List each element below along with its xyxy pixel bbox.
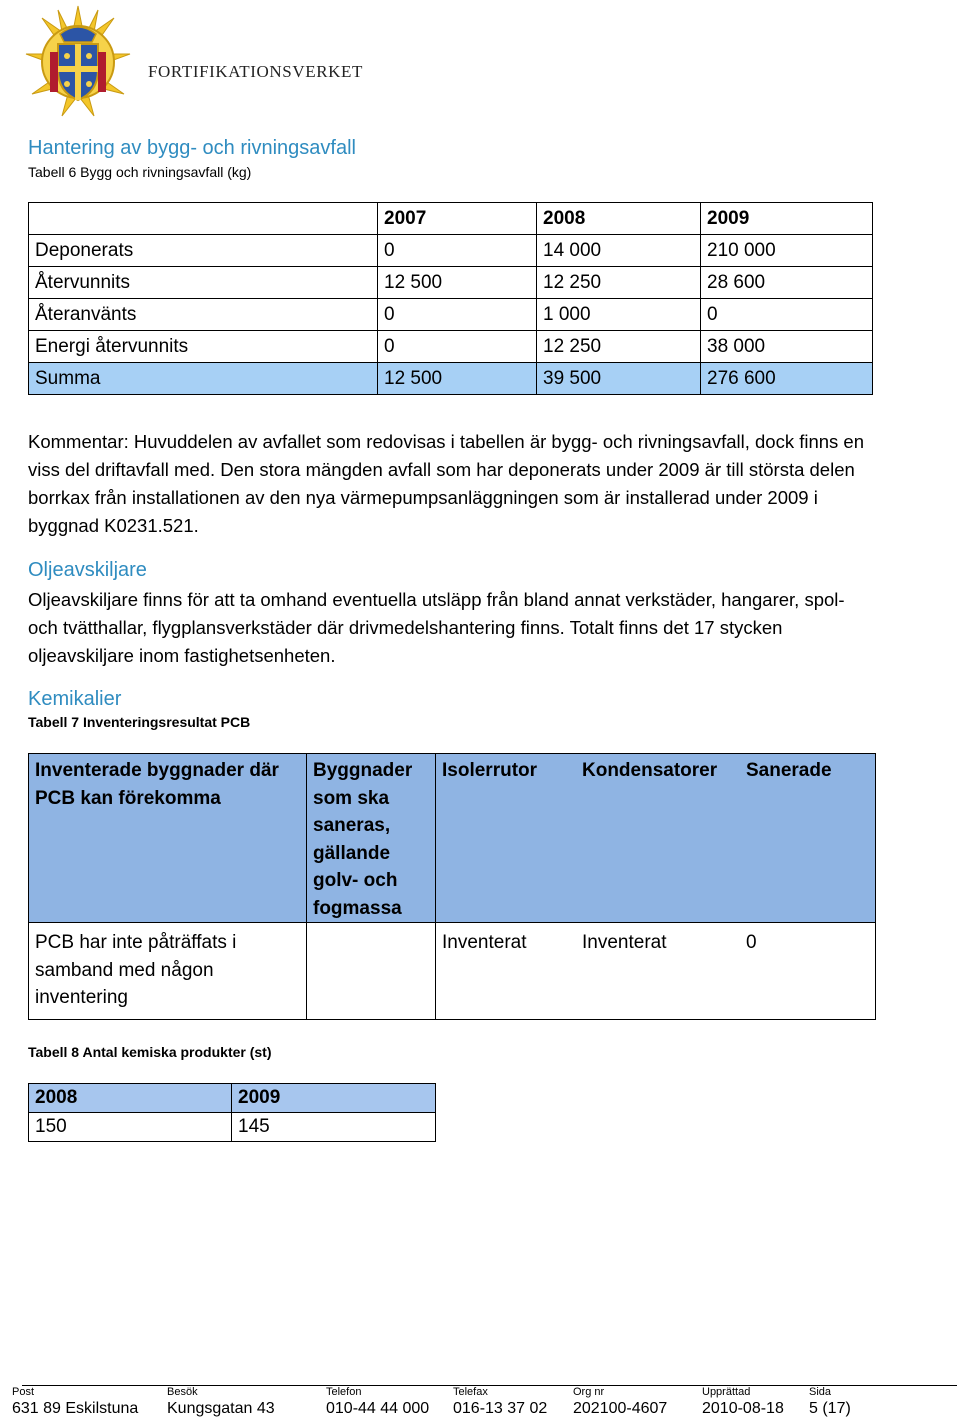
table-cell: PCB har inte påträffats i samband med någon inventering (29, 923, 307, 1020)
section-title: Hantering av bygg- och rivningsavfall (28, 137, 356, 159)
table-cell: 0 (701, 299, 873, 331)
table-header-cell (29, 203, 378, 235)
table-cell: 0 (378, 331, 537, 363)
table-row (29, 299, 873, 331)
table-header-cell: 2008 (537, 203, 701, 235)
table-cell: 145 (232, 1113, 436, 1142)
table-sum-row (29, 363, 873, 395)
table-header-cell: Inventerade byggnader där PCB kan förekomma (29, 754, 307, 923)
table-cell: 0 (378, 299, 537, 331)
table-cell: 0 (378, 235, 537, 267)
table-cell: 0 (740, 923, 876, 1020)
table-cell: 28 600 (701, 267, 873, 299)
table-header-cell: Kondensatorer (576, 754, 740, 923)
footer-value-sida: 5 (17) (809, 1400, 851, 1417)
table-header-cell: Byggnader som ska saneras, gällande golv- och fogmassa (307, 754, 436, 923)
table-cell: 1 000 (537, 299, 701, 331)
table-cell: Inventerat (576, 923, 740, 1020)
table-cell: Deponerats (29, 235, 378, 267)
oil-heading: Oljeavskiljare (28, 559, 147, 581)
footer-value-besok: Kungsgatan 43 (167, 1400, 275, 1417)
table-header-cell: 2009 (232, 1084, 436, 1113)
table-header-cell: 2008 (29, 1084, 232, 1113)
chem-heading: Kemikalier (28, 688, 122, 710)
table-cell: 210 000 (701, 235, 873, 267)
footer-label-upprattad: Upprättad (702, 1386, 751, 1398)
table-cell: Summa (29, 363, 378, 395)
table7-caption: Tabell 7 Inventeringsresultat PCB (28, 714, 251, 730)
org-name: FORTIFIKATIONSVERKET (148, 62, 363, 81)
table-cell (307, 923, 436, 1020)
footer-value-telefon: 010-44 44 000 (326, 1400, 430, 1417)
table-header-cell: Sanerade (740, 754, 876, 923)
table-cell: 276 600 (701, 363, 873, 395)
table-header-row (29, 1084, 436, 1113)
table-cell: 150 (29, 1113, 232, 1142)
table-header-cell: Isolerrutor (436, 754, 577, 923)
comment-paragraph: Kommentar: Huvuddelen av avfallet som redovisas i tabellen är bygg- och rivningsavfall, dock finns en viss del driftavfall med. Den stora mängden avfall som har deponerats under 2009 är till största delen borrkax från installationen av den nya värmepumpsanläggningen som är installerad under 2009 i byggnad K0231.521. (28, 431, 865, 536)
table6-caption: Tabell 6 Bygg och rivningsavfall (kg) (28, 164, 252, 180)
table-row (29, 331, 873, 363)
footer-value-orgnr: 202100-4607 (573, 1400, 668, 1417)
table-row (29, 235, 873, 267)
table-header-row (29, 203, 873, 235)
table-row (29, 1113, 436, 1142)
pcb-table (28, 753, 876, 1020)
oil-paragraph: Oljeavskiljare finns för att ta omhand eventuella utsläpp från bland annat verkstäder, hangarer, spol- och tvätthallar, flygplansverkstäder där drivmedelshantering finns. Totalt finns det 17 stycken oljeavskiljare inom fastighetsenheten. (28, 589, 845, 666)
footer-value-post: 631 89 Eskilstuna (12, 1400, 139, 1417)
table-cell: 12 250 (537, 267, 701, 299)
footer-value-telefax: 016-13 37 02 (453, 1400, 548, 1417)
table-cell: 39 500 (537, 363, 701, 395)
footer-label-besok: Besök (167, 1386, 198, 1398)
table-row (29, 267, 873, 299)
table-cell: 12 500 (378, 267, 537, 299)
chem-products-table (28, 1083, 436, 1142)
table-cell: Återvunnits (29, 267, 378, 299)
footer-value-upprattad: 2010-08-18 (702, 1400, 784, 1417)
footer-label-telefax: Telefax (453, 1386, 488, 1398)
table8-caption: Tabell 8 Antal kemiska produkter (st) (28, 1044, 272, 1060)
fortifikationsverket-logo (22, 4, 134, 122)
table-cell: 12 500 (378, 363, 537, 395)
table-header-row (29, 754, 876, 923)
table-cell: Inventerat (436, 923, 577, 1020)
table-cell: 38 000 (701, 331, 873, 363)
table-cell: Återanvänts (29, 299, 378, 331)
waste-table (28, 202, 873, 395)
footer-label-orgnr: Org nr (573, 1386, 605, 1398)
table-row (29, 923, 876, 1020)
table-header-cell: 2009 (701, 203, 873, 235)
table-cell: 14 000 (537, 235, 701, 267)
table-cell: 12 250 (537, 331, 701, 363)
footer-label-telefon: Telefon (326, 1386, 362, 1398)
footer-label-sida: Sida (809, 1386, 832, 1398)
footer-label-post: Post (12, 1386, 35, 1398)
table-header-cell: 2007 (378, 203, 537, 235)
table-cell: Energi återvunnits (29, 331, 378, 363)
